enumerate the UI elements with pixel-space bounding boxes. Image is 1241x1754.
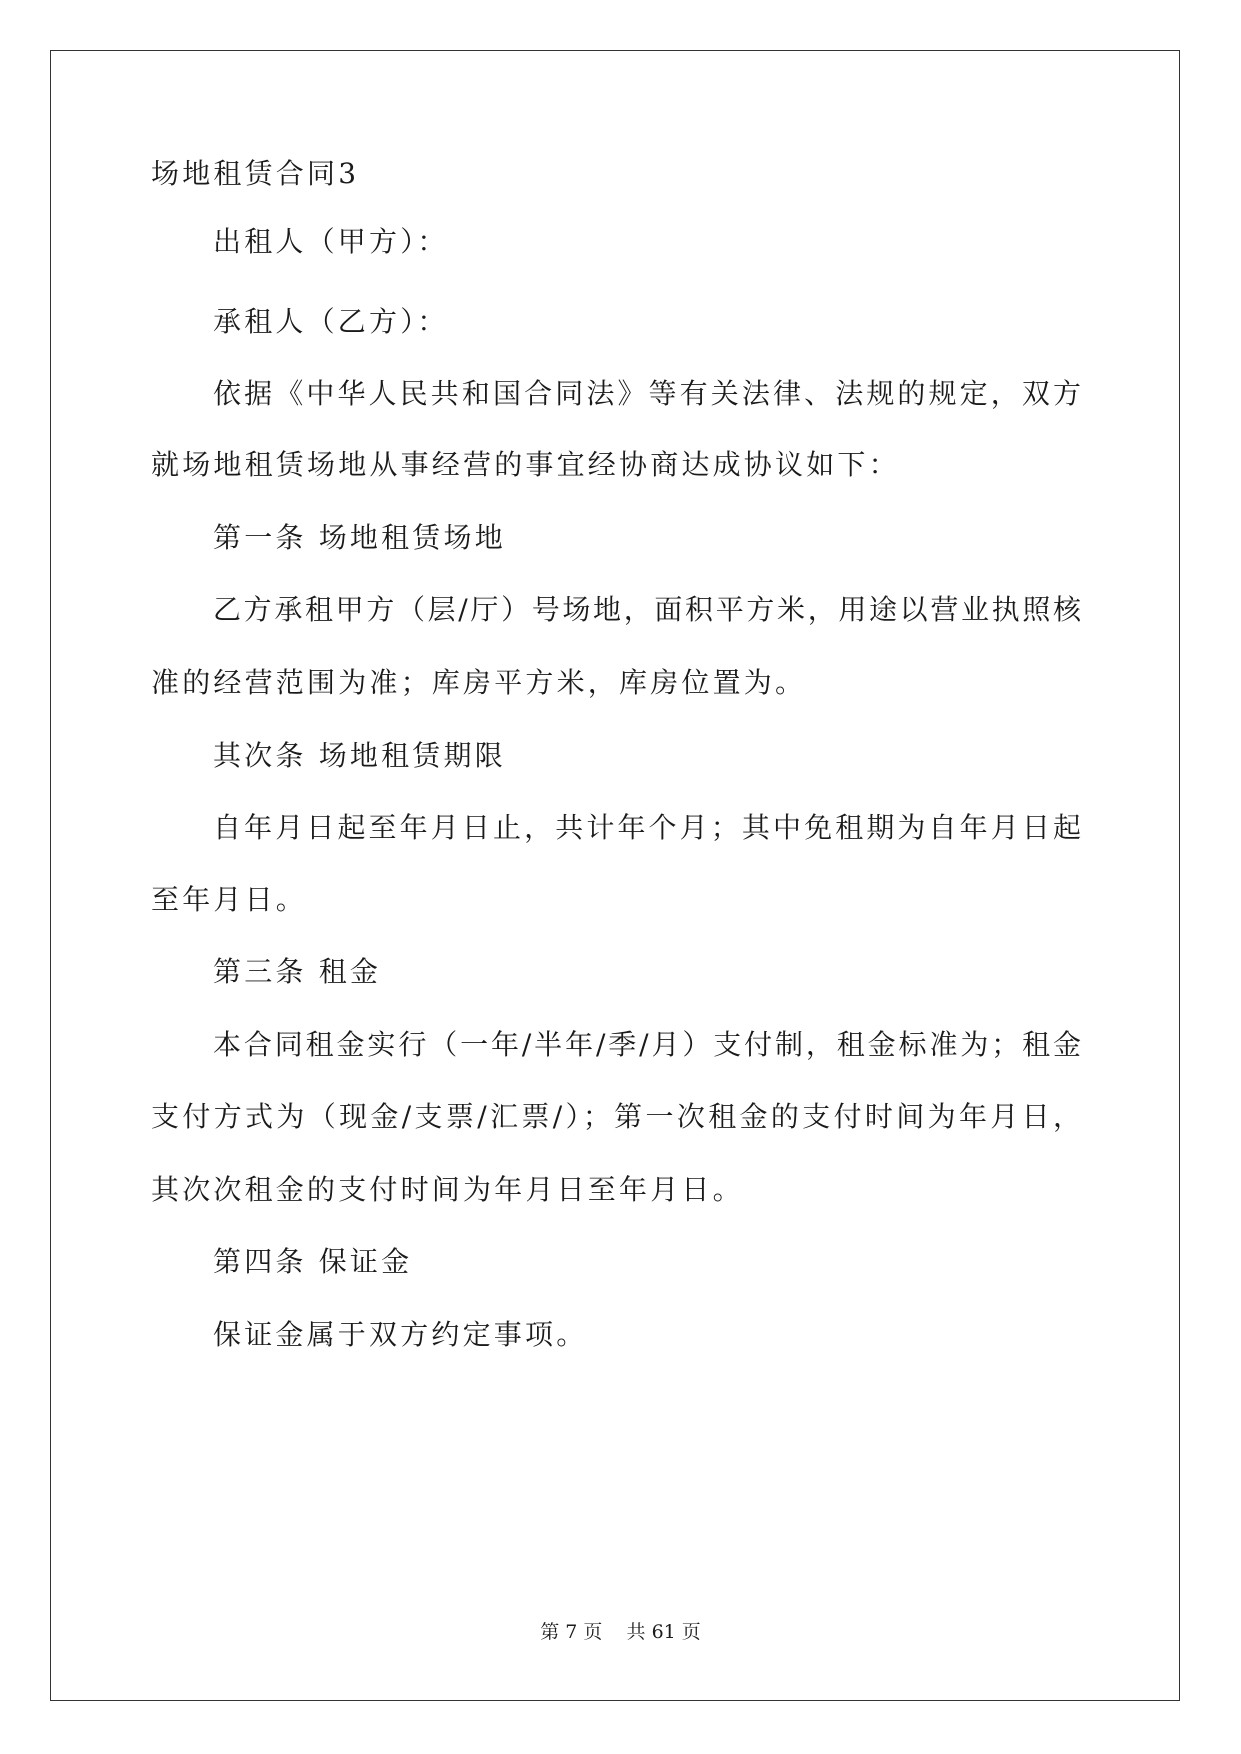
paragraph-line: 准的经营范围为准；库房平方米，库房位置为。 [151, 666, 807, 699]
page-number-footer: 第 7 页 共 61 页 [540, 1621, 701, 1643]
paragraph-line: 自年月日起至年月日止，共计年个月；其中免租期为自年月日起 [213, 811, 1081, 844]
document-title: 场地租赁合同3 [151, 157, 360, 190]
article-heading: 第一条 场地租赁场地 [213, 521, 506, 554]
paragraph-line: 依据《中华人民共和国合同法》等有关法律、法规的规定，双方 [213, 377, 1081, 410]
article-heading: 第四条 保证金 [213, 1245, 413, 1278]
paragraph-line: 至年月日。 [151, 883, 308, 916]
party-b-line: 承租人（乙方）： [213, 305, 449, 338]
article-heading: 其次条 场地租赁期限 [213, 739, 506, 772]
paragraph-line: 其次次租金的支付时间为年月日至年月日。 [151, 1173, 744, 1206]
paragraph-line: 就场地租赁场地从事经营的事宜经协商达成协议如下： [151, 448, 900, 481]
paragraph-line: 乙方承租甲方（层/厅）号场地，面积平方米，用途以营业执照核 [213, 593, 1081, 626]
party-a-line: 出租人（甲方）： [213, 225, 449, 258]
article-heading: 第三条 租金 [213, 955, 382, 988]
paragraph-line: 本合同租金实行（一年/半年/季/月）支付制，租金标准为；租金 [213, 1028, 1081, 1061]
paragraph-line: 支付方式为（现金/支票/汇票/）；第一次租金的支付时间为年月日， [151, 1100, 1081, 1133]
page-border [50, 50, 1180, 1701]
paragraph-line: 保证金属于双方约定事项。 [213, 1318, 588, 1351]
